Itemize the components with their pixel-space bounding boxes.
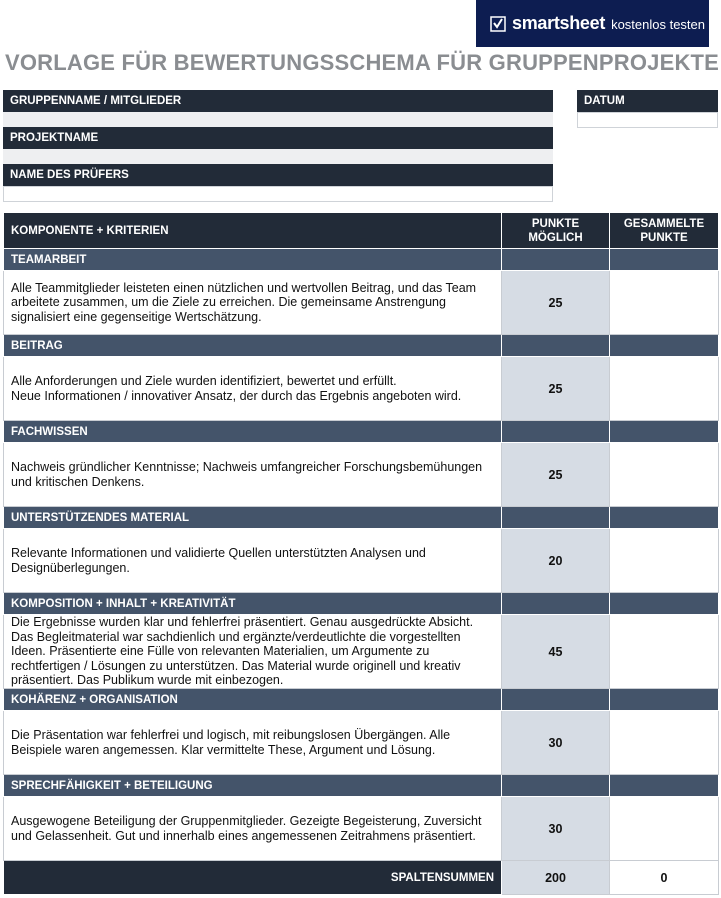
points-possible: 30 — [502, 711, 610, 775]
reviewer-name-label: NAME DES PRÜFERS — [3, 164, 553, 186]
reviewer-name-field[interactable] — [3, 186, 553, 202]
section-title: KOMPOSITION + INHALT + KREATIVITÄT — [4, 593, 502, 615]
column-totals-label: SPALTENSUMMEN — [4, 861, 502, 895]
section-header-cell — [502, 593, 610, 615]
brand-name: smartsheet — [512, 13, 606, 33]
date-label: DATUM — [577, 90, 718, 112]
criteria-row — [4, 615, 719, 689]
points-earned-header-line1: GESAMMELTE — [623, 217, 705, 230]
section-header-cell — [610, 593, 719, 615]
section-header-cell — [502, 507, 610, 529]
section-title: KOHÄRENZ + ORGANISATION — [4, 689, 502, 711]
section-header-cell — [610, 249, 719, 271]
section-header-cell — [610, 507, 719, 529]
section-title: FACHWISSEN — [4, 421, 502, 443]
section-header-cell — [502, 689, 610, 711]
points-earned-input[interactable] — [610, 797, 719, 861]
criteria-row — [4, 357, 719, 421]
criteria-row — [4, 797, 719, 861]
rubric-table — [3, 212, 719, 895]
section-header-row — [4, 689, 719, 711]
points-possible-header-line1: PUNKTE — [531, 217, 580, 230]
points-possible: 20 — [502, 529, 610, 593]
section-header-row — [4, 335, 719, 357]
criteria-description: Alle Teammitglieder leisteten einen nützlichen und wertvollen Beitrag, und das Team arbeitete zusammen, um die Ziele zu erreichen. Die gemeinsame Anstrengung signalisiert eine gegenseitige Wertschätzung. — [4, 271, 502, 335]
free-trial-link[interactable]: kostenlos testen — [611, 17, 706, 32]
criteria-description: Ausgewogene Beteiligung der Gruppenmitglieder. Gezeigte Begeisterung, Zuversicht und Gelassenheit. Gut und innerhalb eines angemessenen Zeitrahmens präsentiert. — [4, 797, 502, 861]
section-header-row — [4, 249, 719, 271]
section-title: UNTERSTÜTZENDES MATERIAL — [4, 507, 502, 529]
project-name-label: PROJEKTNAME — [3, 127, 553, 149]
points-earned-input[interactable] — [610, 357, 719, 421]
total-points-possible: 200 — [502, 861, 610, 895]
section-header-cell — [502, 775, 610, 797]
points-possible-header-line2: MÖGLICH — [528, 231, 583, 244]
section-header-cell — [610, 689, 719, 711]
group-name-field[interactable] — [3, 112, 553, 128]
section-header-row — [4, 775, 719, 797]
page-title: VORLAGE FÜR BEWERTUNGSSCHEMA FÜR GRUPPENPROJEKTE — [5, 50, 720, 75]
criteria-description: Die Präsentation war fehlerfrei und logisch, mit reibungslosen Übergängen. Alle Beispiele waren angemessen. Klar vermittelte These, Argument und Lösung. — [4, 711, 502, 775]
group-name-label: GRUPPENNAME / MITGLIEDER — [3, 90, 553, 112]
points-possible: 45 — [502, 615, 610, 689]
component-header: KOMPONENTE + KRITERIEN — [4, 213, 502, 249]
points-possible: 25 — [502, 271, 610, 335]
points-earned-input[interactable] — [610, 443, 719, 507]
points-possible: 25 — [502, 443, 610, 507]
points-earned-input[interactable] — [610, 711, 719, 775]
criteria-row — [4, 711, 719, 775]
points-earned-input[interactable] — [610, 529, 719, 593]
total-points-earned[interactable]: 0 — [610, 861, 719, 895]
criteria-description: Alle Anforderungen und Ziele wurden identifiziert, bewertet und erfüllt. Neue Informationen / innovativer Ansatz, der durch das Ergebnis angeboten wird. — [4, 357, 502, 421]
section-title: TEAMARBEIT — [4, 249, 502, 271]
totals-row — [4, 861, 719, 895]
section-title: BEITRAG — [4, 335, 502, 357]
section-title: SPRECHFÄHIGKEIT + BETEILIGUNG — [4, 775, 502, 797]
smartsheet-logo-icon — [490, 15, 506, 33]
criteria-description: Nachweis gründlicher Kenntnisse; Nachweis umfangreicher Forschungsbemühungen und kritischen Denkens. — [4, 443, 502, 507]
criteria-row — [4, 271, 719, 335]
section-header-row — [4, 421, 719, 443]
points-earned-input[interactable] — [610, 615, 719, 689]
section-header-cell — [610, 421, 719, 443]
section-header-cell — [610, 335, 719, 357]
section-header-row — [4, 507, 719, 529]
points-earned-header — [610, 213, 719, 249]
section-header-cell — [502, 249, 610, 271]
criteria-description: Relevante Informationen und validierte Quellen unterstützten Analysen und Designüberlegungen. — [4, 529, 502, 593]
project-name-field[interactable] — [3, 149, 553, 164]
points-earned-header-line2: PUNKTE — [640, 231, 688, 244]
points-possible: 30 — [502, 797, 610, 861]
points-possible: 25 — [502, 357, 610, 421]
section-header-row — [4, 593, 719, 615]
section-header-cell — [610, 775, 719, 797]
points-possible-header — [502, 213, 610, 249]
section-header-cell — [502, 421, 610, 443]
smartsheet-banner[interactable] — [476, 0, 709, 47]
criteria-row — [4, 443, 719, 507]
criteria-row — [4, 529, 719, 593]
criteria-description: Die Ergebnisse wurden klar und fehlerfrei präsentiert. Genau ausgedrückte Absicht. Das Begleitmaterial war sachdienlich und ergänzte/verdeutlichte die vorgestellten Ideen. Präsentierte eine Fülle von relevanten Materialien, um Argumente zu rechtfertigen / Lösungen zu unterstützen. Das Material wurde originell und kreativ präsentiert. Das Publikum wurde mit einbezogen. — [4, 615, 502, 689]
date-field[interactable] — [577, 112, 718, 128]
points-earned-input[interactable] — [610, 271, 719, 335]
section-header-cell — [502, 335, 610, 357]
table-header-row — [4, 213, 719, 249]
